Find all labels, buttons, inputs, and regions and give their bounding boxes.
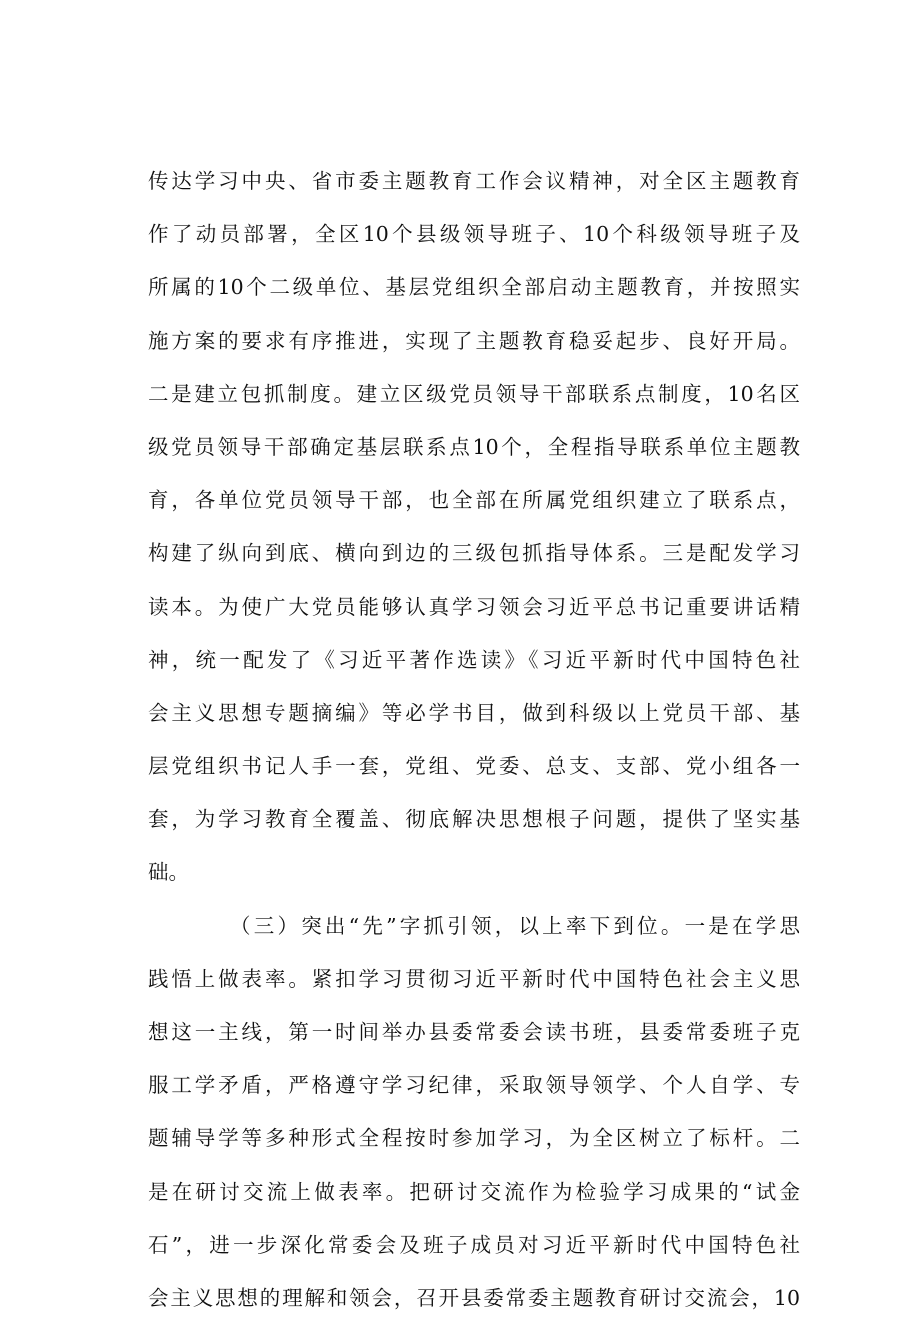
text-line: 会主义思想专题摘编》等必学书目，做到科级以上党员干部、基 xyxy=(148,700,800,725)
text-line: 题辅导学等多种形式全程按时参加学习，为全区树立了标杆。二 xyxy=(148,1126,800,1151)
text-line: 服工学矛盾，严格遵守学习纪律，采取领导领学、个人自学、专 xyxy=(148,1073,800,1098)
text-line: 是在研讨交流上做表率。把研讨交流作为检验学习成果的“试金 xyxy=(148,1179,800,1204)
text-line: 所属的10个二级单位、基层党组织全部启动主题教育，并按照实 xyxy=(148,275,800,300)
text-line: 石”，进一步深化常委会及班子成员对习近平新时代中国特色社 xyxy=(148,1232,800,1257)
text-line: 套，为学习教育全覆盖、彻底解决思想根子问题，提供了坚实基 xyxy=(148,807,800,832)
text-line: 育，各单位党员领导干部，也全部在所属党组织建立了联系点， xyxy=(148,488,800,513)
text-line: 会主义思想的理解和领会，召开县委常委主题教育研讨交流会，10 xyxy=(148,1285,800,1310)
section-heading-line: （三）突出“先”字抓引领，以上率下到位。一是在学思 xyxy=(230,913,800,938)
text-line: 读本。为使广大党员能够认真学习领会习近平总书记重要讲话精 xyxy=(148,594,800,619)
body-text xyxy=(148,155,800,1325)
text-line: 想这一主线，第一时间举办县委常委会读书班，县委常委班子克 xyxy=(148,1020,800,1044)
text-line: 神，统一配发了《习近平著作选读》《习近平新时代中国特色社 xyxy=(148,647,800,672)
text-line: 传达学习中央、省市委主题教育工作会议精神，对全区主题教育 xyxy=(148,169,800,193)
text-line: 施方案的要求有序推进，实现了主题教育稳妥起步、良好开局。 xyxy=(148,328,800,353)
text-line: 二是建立包抓制度。建立区级党员领导干部联系点制度，10名区 xyxy=(148,381,800,406)
text-line: 作了动员部署，全区10个县级领导班子、10个科级领导班子及 xyxy=(148,222,800,247)
text-line: 础。 xyxy=(148,860,189,885)
text-line: 构建了纵向到底、横向到边的三级包抓指导体系。三是配发学习 xyxy=(148,541,800,566)
text-line: 层党组织书记人手一套，党组、党委、总支、支部、党小组各一 xyxy=(148,754,800,779)
text-line: 级党员领导干部确定基层联系点10个，全程指导联系单位主题教 xyxy=(148,434,800,459)
text-line: 践悟上做表率。紧扣学习贯彻习近平新时代中国特色社会主义思 xyxy=(148,966,800,991)
